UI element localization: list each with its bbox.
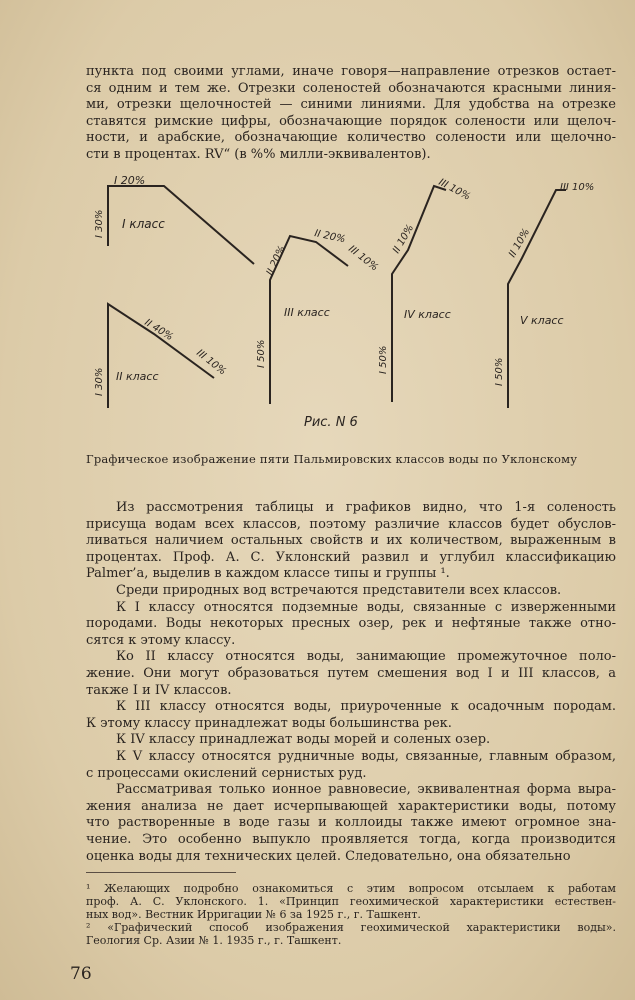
class-5-name: V класс — [520, 314, 564, 327]
body-paragraph — [86, 649, 616, 699]
footnote — [86, 921, 616, 947]
text-line: также I и IV классов. — [86, 682, 232, 698]
text-line: К этому классу принадлежат воды большинства рек. — [86, 715, 452, 731]
text-line: жение. Они могут образоваться путем смешения вод I и III классов, а — [86, 665, 616, 681]
class-4-line — [392, 186, 446, 402]
text-line: породами. Воды некоторых пресных озер, рек и нефтяные также отно- — [86, 616, 616, 632]
class-4-name: IV класс — [404, 308, 451, 321]
text-line: Palmer’a, выделив в каждом классе типы и группы ¹. — [86, 566, 450, 582]
body-paragraph — [86, 749, 616, 782]
figure-label: Рис. N 6 — [304, 415, 358, 430]
text-line: ставятся римские цифры, обозначающие порядок солености или щелоч- — [86, 113, 616, 129]
class-2-end-label: III 10% — [194, 347, 228, 378]
body-paragraph — [86, 732, 616, 749]
footnote-divider — [86, 872, 236, 873]
class-3-name: III класс — [284, 306, 330, 319]
text-line: что растворенные в воде газы и коллоиды также имеют огромное зна- — [86, 815, 616, 831]
text-line: ¹ Желающих подробно ознакомиться с этим вопросом отсылаем к работам — [86, 882, 616, 895]
text-line: процентах. Проф. А. С. Уклонский развил и углубил классификацию — [86, 549, 616, 565]
class-1-side-label: I 30% — [94, 209, 105, 238]
class-5-diagram — [494, 182, 594, 408]
class-4-a-label: II 10% — [391, 222, 417, 256]
class-1-name: I класс — [122, 217, 165, 231]
text-line: ми, отрезки щелочностей — синими линиями. Для удобства на отрезке — [86, 97, 616, 113]
text-line: ливаться наличием остальных свойств и их количеством, выраженным в — [86, 533, 616, 549]
class-4-diagram — [378, 177, 472, 402]
class-1-diagram — [94, 176, 254, 264]
text-line: сти в процентах. RV“ (в %% милли-эквивалентов). — [86, 146, 431, 162]
text-line: ² «Графический способ изображения геохимической характеристики воды». — [86, 921, 616, 934]
top-paragraph — [86, 64, 616, 164]
class-2-name: II класс — [116, 370, 159, 383]
text-line: присуща водам всех классов, поэтому различие классов будет обуслов- — [86, 516, 616, 532]
text-line: Среди природных вод встречаются представители всех классов. — [116, 583, 562, 598]
class-5-b-label: III 10% — [560, 182, 595, 193]
body-paragraph — [86, 500, 616, 583]
class-4-side-label: I 50% — [378, 345, 389, 374]
class-3-diagram — [256, 228, 380, 404]
text-line: сятся к этому классу. — [86, 632, 236, 648]
class-3-c-label: III 10% — [346, 243, 380, 274]
text-line: жения анализа не дает исчерпывающей характеристики воды, потому — [86, 798, 616, 814]
class-2-side-label: I 30% — [94, 367, 105, 396]
class-2-mid-label: II 40% — [142, 317, 175, 344]
text-line: К V классу относятся рудничные воды, связанные, главным образом, — [116, 749, 616, 764]
figure-caption: Графическое изображение пяти Пальмировских классов воды по Уклонскому — [86, 452, 578, 466]
figure-class-diagrams — [86, 176, 626, 436]
text-line: К III классу относятся воды, приуроченные к осадочным породам. — [116, 699, 616, 715]
body-paragraph — [86, 600, 616, 650]
text-line: ности, и арабские, обозначающие количество солености или щелочно- — [86, 130, 616, 146]
class-5-side-label: I 50% — [494, 357, 505, 386]
text-line: К IV классу принадлежат воды морей и соленых озер. — [116, 732, 491, 748]
diagram-svg — [86, 176, 626, 436]
page-number: 76 — [70, 964, 92, 984]
class-3-side-label: I 50% — [256, 339, 267, 368]
body-paragraph — [86, 583, 616, 600]
footnote — [86, 882, 616, 921]
text-line: ных вод». Вестник Ирригации № 6 за 1925 г., г. Ташкент. — [86, 908, 421, 921]
text-line: Рассматривая только ионное равновесие, эквивалентная форма выра- — [116, 782, 616, 798]
class-1-top-label: I 20% — [114, 176, 146, 187]
text-line: проф. А. С. Уклонского. 1. «Принцип геохимической характеристики естествен- — [86, 895, 616, 908]
text-line: чение. Это особенно выпукло проявляется тогда, когда производится — [86, 831, 616, 847]
class-2-diagram — [94, 304, 228, 408]
class-4-b-label: III 10% — [436, 176, 473, 203]
text-line: Из рассмотрения таблицы и графиков видно, что 1-я соленость — [116, 500, 616, 515]
text-line: пункта под своими углами, иначе говоря—направление отрезков остает- — [86, 64, 616, 79]
body-paragraph — [86, 782, 616, 865]
class-5-a-label: II 10% — [507, 226, 533, 260]
text-line: К I классу относятся подземные воды, связанные с изверженными — [116, 599, 616, 615]
text-line: ся одним и тем же. Отрезки соленостей обозначаются красными линия- — [86, 80, 616, 96]
text-line: Геология Ср. Азии № 1. 1935 г., г. Ташкент. — [86, 934, 342, 947]
class-5-line — [508, 190, 566, 408]
text-line: с процессами окислений сернистых руд. — [86, 765, 367, 781]
text-line: Ко II классу относятся воды, занимающие промежуточное поло- — [116, 649, 616, 665]
class-3-a-label: II 20% — [264, 244, 288, 278]
class-3-b-label: II 20% — [313, 228, 347, 246]
text-line: оценка воды для технических целей. Следовательно, она обязательно — [86, 848, 571, 864]
body-paragraph — [86, 699, 616, 732]
